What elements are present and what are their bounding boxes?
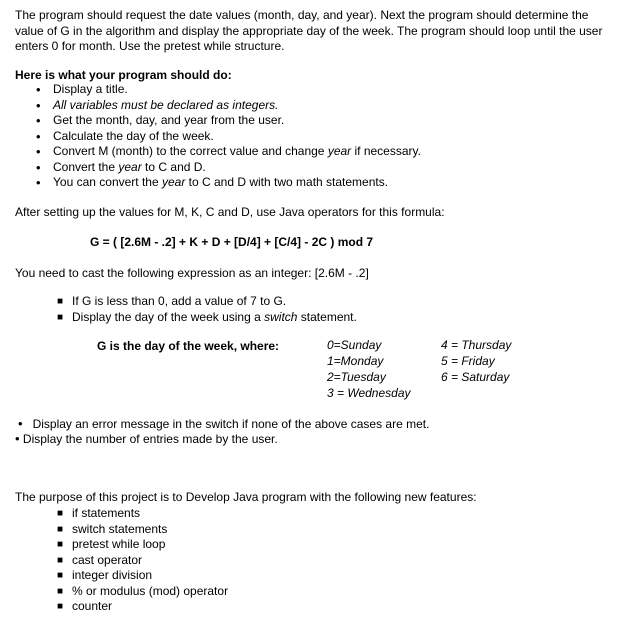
- g-rules-list: [57, 294, 357, 325]
- bullet-icon: ■: [57, 523, 64, 535]
- days-column-1: [327, 337, 411, 401]
- days-column-2: [441, 337, 511, 385]
- list-item: • Calculate the day of the week.: [36, 128, 214, 144]
- list-item: ■ If G is less than 0, add a value of 7 to G.: [57, 294, 287, 308]
- purpose-text: The purpose of this project is to Develop Java program with the following new features:: [15, 490, 477, 504]
- list-item: ■ counter: [57, 599, 113, 613]
- list-item: • Convert the year to C and D.: [36, 159, 206, 175]
- extra-bullet-2: • Display the number of entries made by the user.: [15, 431, 278, 446]
- list-item: ■ cast operator: [57, 552, 143, 567]
- bullet-icon: ■: [57, 554, 64, 566]
- formula-intro: After setting up the values for M, K, C and D, use Java operators for this formula:: [15, 205, 445, 219]
- bullet-icon: •: [36, 175, 41, 190]
- day-entry: 0=Sunday: [327, 338, 382, 352]
- bullet-icon: ■: [57, 296, 64, 307]
- bullet-icon: ■: [57, 585, 64, 597]
- features-list: [57, 506, 229, 615]
- bullet-icon: •: [18, 416, 23, 431]
- bullet-icon: ■: [57, 508, 64, 519]
- list-item: • All variables must be declared as integers.: [36, 97, 279, 113]
- list-item: • Get the month, day, and year from the user.: [36, 113, 285, 128]
- bullet-icon: ■: [57, 570, 64, 581]
- bullet-icon: ■: [57, 311, 64, 323]
- day-entry: 3 = Wednesday: [327, 386, 411, 400]
- bullet-icon: •: [36, 97, 41, 113]
- list-item: • Convert M (month) to the correct value and change year if necessary.: [36, 144, 421, 159]
- list-item: ■ Display the day of the week using a switch statement.: [57, 309, 357, 324]
- bullet-icon: •: [15, 431, 20, 446]
- list-item: ■ % or modulus (mod) operator: [57, 583, 229, 598]
- requirements-heading: Here is what your program should do:: [15, 68, 232, 82]
- cast-note: You need to cast the following expression as an integer: [2.6M - .2]: [15, 266, 369, 280]
- day-entry: 1=Monday: [327, 354, 384, 368]
- bullet-icon: ■: [57, 539, 64, 550]
- bullet-icon: •: [36, 159, 41, 175]
- requirements-list: [36, 82, 421, 191]
- list-item: • Display a title.: [36, 82, 128, 97]
- bullet-icon: •: [36, 128, 41, 144]
- intro-paragraph: The program should request the date values (month, day, and year). Next the program should determine the value of G in the algorithm and display the appropriate day of the week. The program should loop until the user enters 0 for month. Use the pretest while structure.: [15, 8, 603, 53]
- list-item: • You can convert the year to C and D with two math statements.: [36, 175, 389, 190]
- day-entry: 4 = Thursday: [441, 338, 512, 352]
- list-item: ■ if statements: [57, 506, 141, 520]
- extra-bullet-1: • Display an error message in the switch if none of the above cases are met.: [18, 416, 430, 431]
- bullet-icon: •: [36, 144, 41, 159]
- day-entry: 6 = Saturday: [441, 370, 510, 384]
- bullet-icon: •: [36, 82, 41, 97]
- formula: G = ( [2.6M - .2] + K + D + [D/4] + [C/4] - 2C ) mod 7: [90, 235, 374, 249]
- day-entry: 5 = Friday: [441, 354, 495, 368]
- bullet-icon: ■: [57, 601, 64, 612]
- list-item: ■ pretest while loop: [57, 537, 166, 551]
- list-item: ■ integer division: [57, 568, 153, 582]
- bullet-icon: •: [36, 113, 41, 128]
- day-entry: 2=Tuesday: [327, 370, 386, 384]
- days-label: G is the day of the week, where:: [97, 339, 280, 353]
- list-item: ■ switch statements: [57, 521, 168, 536]
